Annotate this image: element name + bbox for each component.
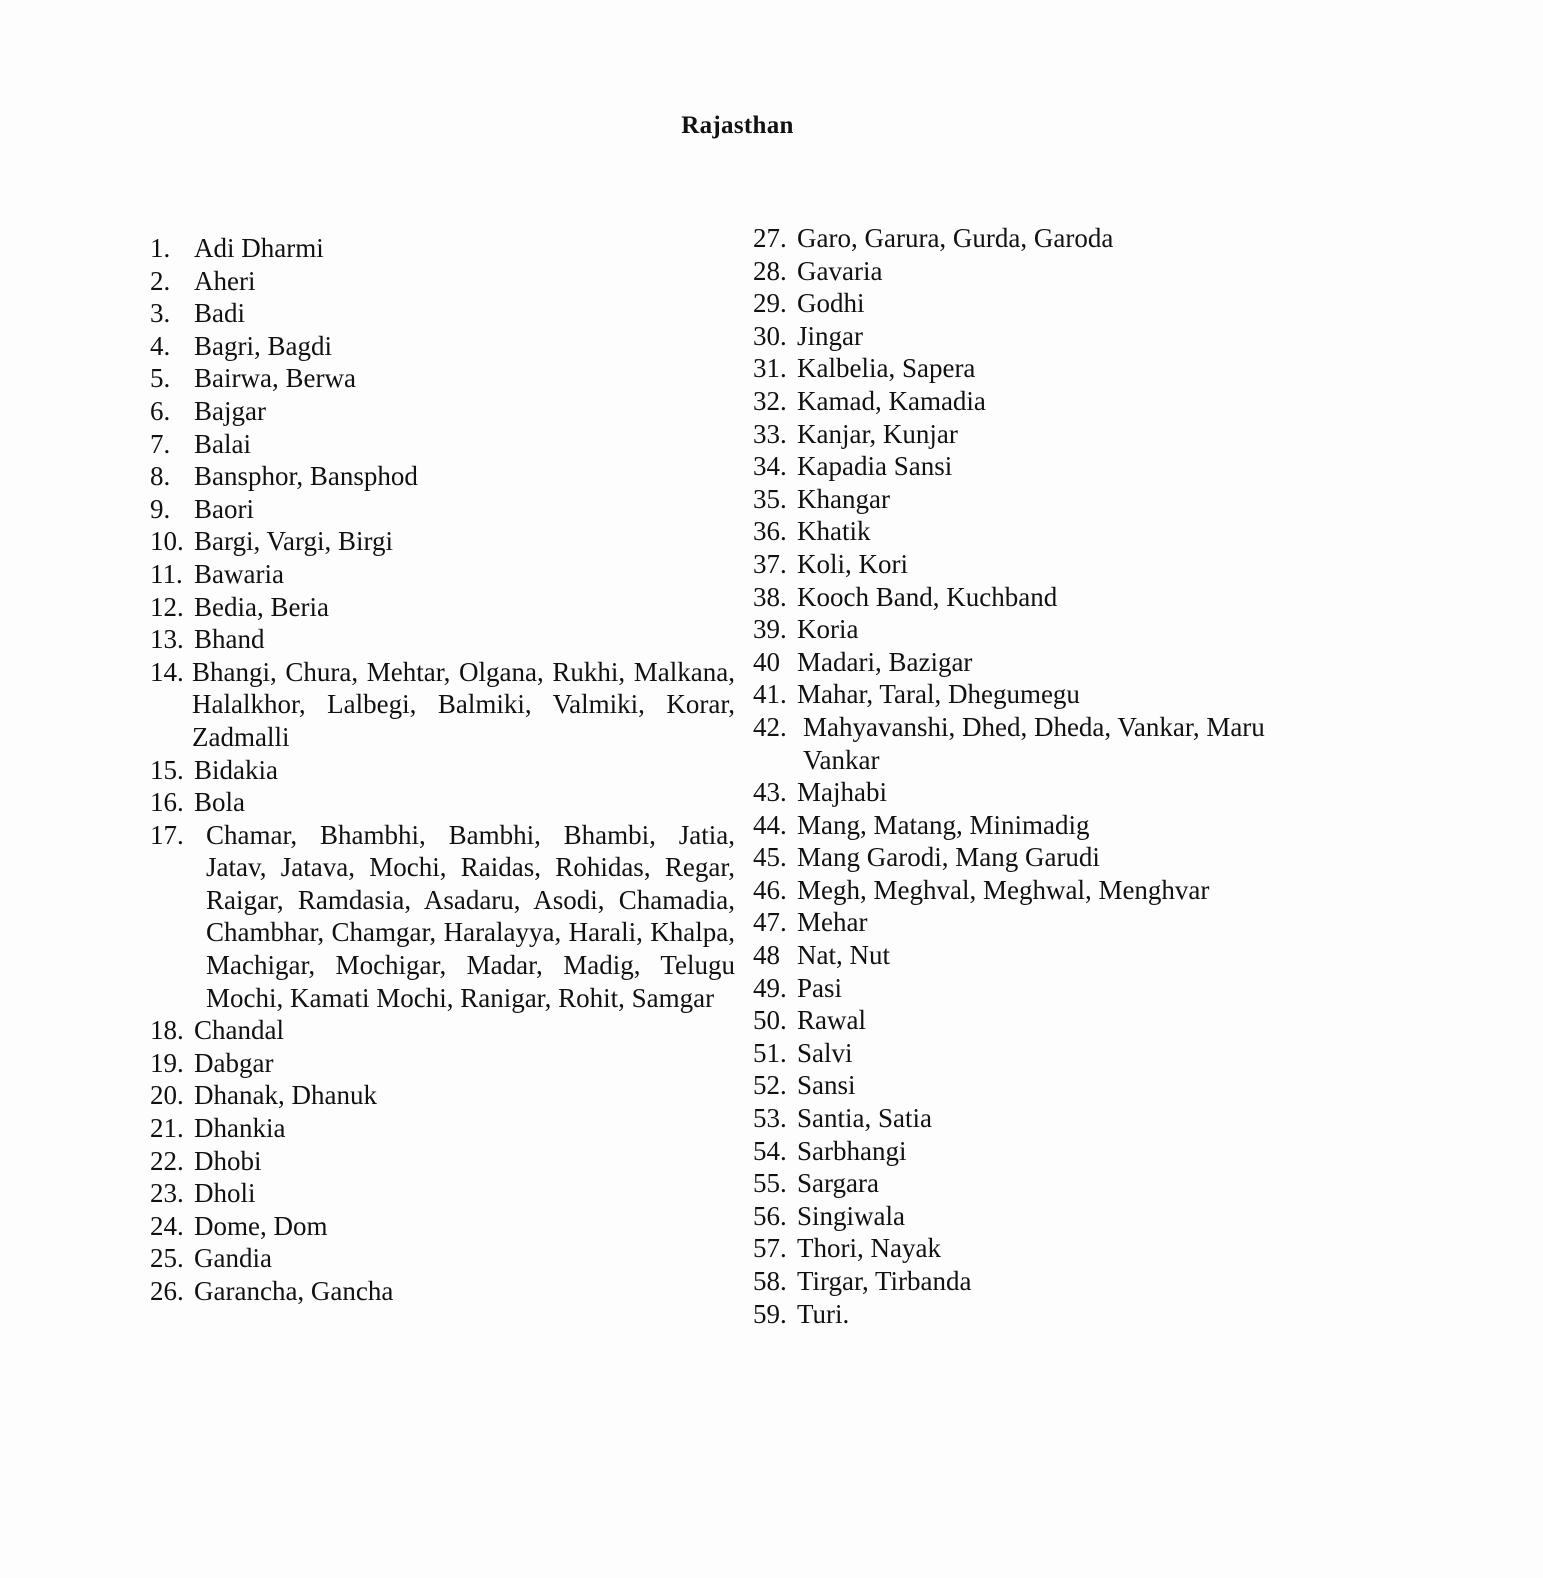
list-item-number: 51. xyxy=(753,1037,787,1068)
list-item xyxy=(753,1004,1313,1037)
list-item xyxy=(150,623,735,656)
list-item-text: Bola xyxy=(194,787,245,818)
list-item-number: 54. xyxy=(753,1135,787,1166)
list-item-number: 56. xyxy=(753,1200,787,1231)
list-item-text: Salvi xyxy=(797,1037,853,1068)
list-item-number: 58. xyxy=(753,1266,787,1296)
list-item-text: Aheri xyxy=(194,265,256,296)
list-item-number: 44. xyxy=(753,809,787,840)
list-item-number: 45. xyxy=(753,842,787,873)
list-item-text: Dhanak, Dhanuk xyxy=(194,1080,377,1111)
list-item-number: 25. xyxy=(150,1243,184,1274)
list-item xyxy=(753,809,1313,842)
list-item xyxy=(150,1177,735,1210)
list-item-text: Dome, Dom xyxy=(194,1210,328,1241)
list-item-text: Adi Dharmi xyxy=(194,233,324,263)
list-item xyxy=(753,678,1313,711)
list-item-text: Khangar xyxy=(797,483,890,514)
list-item-number: 19. xyxy=(150,1047,184,1078)
list-item-number: 1. xyxy=(150,233,171,263)
list-item-number: 55. xyxy=(753,1168,787,1199)
list-item-text: Kooch Band, Kuchband xyxy=(797,581,1058,612)
list-item xyxy=(753,515,1313,548)
list-item xyxy=(150,656,735,754)
list-item-text: Gavaria xyxy=(797,255,883,286)
list-item-number: 38. xyxy=(753,581,787,612)
list-item xyxy=(753,352,1313,385)
list-item-text: Mahar, Taral, Dhegumegu xyxy=(797,679,1080,710)
list-item xyxy=(753,1135,1313,1168)
list-item xyxy=(150,754,735,787)
list-item-text: Megh, Meghval, Meghwal, Menghvar xyxy=(797,874,1210,905)
list-item xyxy=(753,939,1313,972)
list-item-number: 21. xyxy=(150,1113,184,1144)
list-item-text: Godhi xyxy=(797,288,865,319)
list-item-text: Singiwala xyxy=(797,1200,905,1231)
list-item xyxy=(150,330,735,363)
list-item-number: 20. xyxy=(150,1080,184,1111)
list-item-text: Kamad, Kamadia xyxy=(797,385,986,416)
list-item-text: Dabgar xyxy=(194,1047,274,1078)
list-item-text: Bedia, Beria xyxy=(194,591,329,622)
list-item-number: 32. xyxy=(753,385,787,416)
list-item-text: Majhabi xyxy=(797,777,887,808)
list-item-text: Balai xyxy=(194,428,251,459)
list-item xyxy=(753,450,1313,483)
list-item-number: 47. xyxy=(753,907,787,938)
list-item-text: Kalbelia, Sapera xyxy=(797,353,976,384)
list-item-number: 50. xyxy=(753,1005,787,1036)
list-item-text: Garancha, Gancha xyxy=(194,1276,394,1306)
list-item-number: 12. xyxy=(150,591,184,622)
list-item xyxy=(150,362,735,395)
list-item xyxy=(150,591,735,624)
list-item xyxy=(753,418,1313,451)
list-item-text: Thori, Nayak xyxy=(797,1233,941,1264)
list-item-number: 42. xyxy=(753,711,787,742)
list-item-text: Bagri, Bagdi xyxy=(194,330,332,361)
list-item-number: 17. xyxy=(150,819,184,850)
list-item-number: 40 xyxy=(753,646,780,677)
list-item-number: 9. xyxy=(150,493,171,524)
list-item-number: 31. xyxy=(753,353,787,384)
list-item-text: Koria xyxy=(797,614,859,645)
list-item-text: Koli, Kori xyxy=(797,548,908,579)
list-item-text: Bhand xyxy=(194,624,265,655)
list-item xyxy=(753,1037,1313,1070)
list-item xyxy=(150,1242,735,1275)
list-item-number: 23. xyxy=(150,1178,184,1209)
list-item xyxy=(150,265,735,298)
list-item xyxy=(150,1210,735,1243)
list-item xyxy=(753,776,1313,809)
list-item-number: 28. xyxy=(753,255,787,286)
list-item-number: 4. xyxy=(150,330,171,361)
list-item xyxy=(753,1069,1313,1102)
list-item-number: 11. xyxy=(150,558,183,589)
list-item-number: 59. xyxy=(753,1298,787,1329)
list-item-number: 39. xyxy=(753,614,787,645)
list-item-number: 24. xyxy=(150,1210,184,1241)
list-item xyxy=(753,1102,1313,1135)
list-item-text: Pasi xyxy=(797,972,843,1003)
list-item-number: 14. xyxy=(150,656,184,687)
list-item-text: Bidakia xyxy=(194,754,278,785)
list-item-number: 49. xyxy=(753,972,787,1003)
list-item-number: 8. xyxy=(150,461,171,492)
list-item xyxy=(150,395,735,428)
list-item xyxy=(150,525,735,558)
list-item-text: Mang Garodi, Mang Garudi xyxy=(797,842,1100,873)
right-column xyxy=(753,222,1313,1330)
list-item-text: Bawaria xyxy=(194,558,284,589)
list-item xyxy=(753,483,1313,516)
list-item xyxy=(753,222,1313,255)
list-item-number: 16. xyxy=(150,787,184,818)
list-item-text: Dhobi xyxy=(194,1145,262,1176)
list-item xyxy=(753,581,1313,614)
list-item xyxy=(150,1112,735,1145)
list-item xyxy=(753,287,1313,320)
list-item xyxy=(150,558,735,591)
list-item xyxy=(753,320,1313,353)
list-item-number: 52. xyxy=(753,1070,787,1101)
list-item-number: 46. xyxy=(753,874,787,905)
list-item-number: 3. xyxy=(150,298,171,329)
list-item xyxy=(753,711,1313,776)
list-item xyxy=(753,1167,1313,1200)
list-item-number: 53. xyxy=(753,1103,787,1134)
list-item-text: Mahyavanshi, Dhed, Dheda, Vankar, Maru Vankar xyxy=(803,711,1265,775)
list-item-text: Madari, Bazigar xyxy=(797,646,973,677)
list-item-text: Jingar xyxy=(797,320,863,351)
list-item xyxy=(150,493,735,526)
list-item-number: 2. xyxy=(150,265,171,296)
list-item-text: Bhangi, Chura, Mehtar, Olgana, Rukhi, Malkana, Halalkhor, Lalbegi, Balmiki, Valmiki, Korar, Zadmalli xyxy=(192,656,735,752)
list-item-number: 18. xyxy=(150,1015,184,1046)
list-item-number: 34. xyxy=(753,451,787,482)
list-item xyxy=(753,1200,1313,1233)
list-item xyxy=(753,1232,1313,1265)
list-item-text: Baori xyxy=(194,493,254,524)
list-item-text: Garo, Garura, Gurda, Garoda xyxy=(797,223,1114,253)
list-item xyxy=(753,548,1313,581)
list-item-text: Santia, Satia xyxy=(797,1103,932,1134)
list-item xyxy=(753,1265,1313,1298)
list-item-number: 13. xyxy=(150,624,184,655)
list-item-number: 27. xyxy=(753,223,787,253)
list-item-text: Sansi xyxy=(797,1070,856,1101)
list-item-text: Gandia xyxy=(194,1243,272,1274)
list-item-text: Badi xyxy=(194,298,245,329)
list-item xyxy=(753,906,1313,939)
list-item xyxy=(753,255,1313,288)
left-column xyxy=(150,232,735,1308)
list-item-number: 48 xyxy=(753,940,780,971)
list-item-text: Mehar xyxy=(797,907,868,938)
list-item-text: Kapadia Sansi xyxy=(797,451,953,482)
list-item xyxy=(753,385,1313,418)
list-item-text: Tirgar, Tirbanda xyxy=(797,1266,972,1296)
list-item-text: Turi. xyxy=(797,1298,850,1329)
list-item-text: Bansphor, Bansphod xyxy=(194,461,418,492)
list-item-text: Khatik xyxy=(797,516,871,547)
list-item-number: 30. xyxy=(753,320,787,351)
list-item-number: 35. xyxy=(753,483,787,514)
list-item-number: 6. xyxy=(150,395,171,426)
list-item xyxy=(150,428,735,461)
list-item-number: 22. xyxy=(150,1145,184,1176)
list-item xyxy=(150,1047,735,1080)
list-item-text: Nat, Nut xyxy=(797,940,890,971)
list-item-text: Chandal xyxy=(194,1015,284,1046)
list-item xyxy=(150,1079,735,1112)
list-item-text: Chamar, Bhambhi, Bambhi, Bhambi, Jatia, Jatav, Jatava, Mochi, Raidas, Rohidas, Regar, Raigar, Ramdasia, Asadaru, Asodi, Chamadia, Chambhar, Chamgar, Haralayya, Harali, Khalpa, Machigar, Mochigar, Madar, Madig, Telugu Mochi, Kamati Mochi, Ranigar, Rohit, Samgar xyxy=(206,819,735,1013)
list-item-text: Sarbhangi xyxy=(797,1135,907,1166)
list-item-number: 36. xyxy=(753,516,787,547)
list-item-text: Mang, Matang, Minimadig xyxy=(797,809,1090,840)
list-item-number: 33. xyxy=(753,418,787,449)
list-item-number: 37. xyxy=(753,548,787,579)
list-item xyxy=(753,613,1313,646)
list-item xyxy=(150,1014,735,1047)
list-item xyxy=(753,972,1313,1005)
list-item-number: 15. xyxy=(150,754,184,785)
list-item xyxy=(753,646,1313,679)
list-item-text: Bajgar xyxy=(194,395,266,426)
list-item xyxy=(150,1145,735,1178)
list-item-number: 29. xyxy=(753,288,787,319)
page-title: Rajasthan xyxy=(681,112,794,139)
list-item-number: 5. xyxy=(150,363,171,394)
list-item-number: 7. xyxy=(150,428,171,459)
list-item xyxy=(150,819,735,1015)
list-item xyxy=(150,786,735,819)
list-item xyxy=(150,232,735,265)
list-item-number: 10. xyxy=(150,526,184,557)
list-item-number: 43. xyxy=(753,777,787,808)
list-item-text: Bargi, Vargi, Birgi xyxy=(194,526,394,557)
list-item xyxy=(150,297,735,330)
list-item-text: Dhankia xyxy=(194,1113,286,1144)
list-item xyxy=(150,1275,735,1308)
list-item-text: Sargara xyxy=(797,1168,879,1199)
list-item xyxy=(753,874,1313,907)
list-item xyxy=(753,841,1313,874)
list-item-number: 57. xyxy=(753,1233,787,1264)
list-item xyxy=(753,1298,1313,1331)
list-item-text: Dholi xyxy=(194,1178,256,1209)
list-item-text: Rawal xyxy=(797,1005,866,1036)
list-item-text: Kanjar, Kunjar xyxy=(797,418,958,449)
list-item xyxy=(150,460,735,493)
list-item-number: 26. xyxy=(150,1276,184,1306)
list-item-number: 41. xyxy=(753,679,787,710)
list-item-text: Bairwa, Berwa xyxy=(194,363,356,394)
